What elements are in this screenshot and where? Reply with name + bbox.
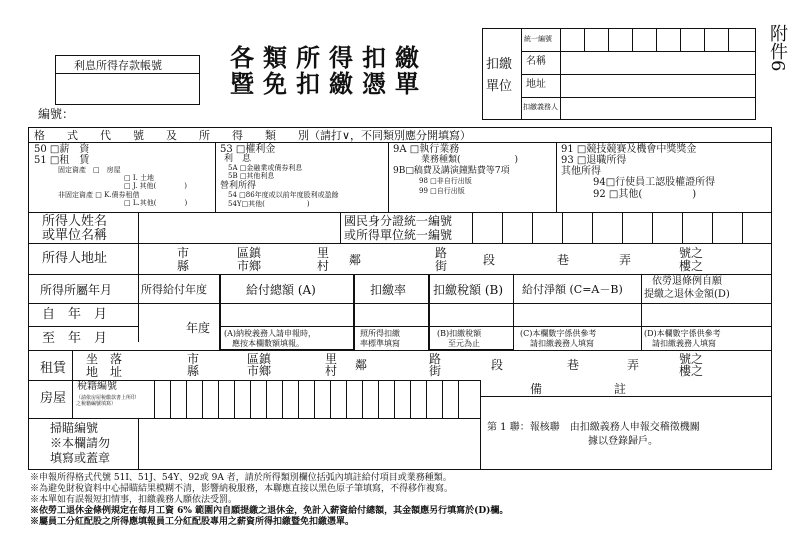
net-amount-label: 給付淨額 (C=A－B) [522, 283, 623, 296]
footnote-3: ※本單如有誤報短扣情事，扣繳義務人願依法受罰。 [30, 495, 238, 505]
note-b-line2: 至元為止 [448, 339, 480, 348]
note-rate-line1: 照所得扣繳 [360, 329, 400, 338]
category-header: 格 式 代 號 及 所 得 類 別（請打∨，不同類別應分開填寫） [34, 129, 472, 142]
rent-address-field[interactable]: 市 縣 區鎮 市鄉 里 村 鄰 路 街 段 巷 弄 號之 樓之 [187, 352, 704, 378]
withholder-name-label: 名稱 [526, 56, 546, 67]
note-c-line1: (C)本欄數字係供參考 [520, 329, 597, 338]
scan-note-line2: 填寫或蓋章 [50, 451, 111, 465]
category-col-salary-rent[interactable]: 50 □薪 資 51 □租 賃 固定資產 □ 房屋 □ I. 土地 □ J. 其他( ) 非固定資產 □ K.債券租借 □ L.其他( ) [34, 144, 188, 207]
remarks-field[interactable] [481, 397, 771, 417]
id-number-label-2: 或所得單位統一編號 [344, 228, 453, 242]
payment-year-label: 所得給付年度 [141, 283, 207, 296]
serial-number-label: 編號： [38, 107, 75, 121]
year-suffix-label: 年度 [186, 321, 211, 335]
withholder-address-label: 地址 [526, 79, 546, 90]
copy-note-line2: 據以登錄歸戶。 [588, 436, 658, 447]
house-tax-id-cells[interactable] [138, 380, 480, 418]
id-number-label-1: 國民身分證統一編號 [344, 214, 453, 228]
scan-note-line1: ※本欄請勿 [50, 436, 111, 450]
payee-address-field[interactable]: 市 縣 區鎮 市鄉 里 村 鄰 路 街 段 巷 弄 號之 樓之 [177, 246, 704, 273]
category-col-other[interactable]: 91 □競技競賽及機會中獎獎金 93 □退職所得 其他所得 94□行使員工認股權證所得 92 □其他( ) [561, 144, 716, 200]
note-a-line1: (A)納稅義務人請申報時， [224, 329, 317, 338]
house-label: 房屋 [40, 391, 67, 406]
footnote-2: ※為避免財稅資料中心掃瞄結果模糊不清，影響納稅服務，本聯應直接以黑色原子筆填寫，不得移作複寫。 [30, 484, 454, 494]
footnote-5: ※屬員工分紅配股之所得應填報員工分紅配股專用之薪資所得扣繳暨免扣繳憑單。 [30, 517, 355, 527]
tax-id-note: （請依房屋稅繳款書上所印之稅籍編號填寫） [76, 395, 137, 407]
rent-label: 租賃 [40, 361, 67, 376]
note-b-line1: (B)扣繳稅額 [437, 329, 482, 338]
id-number-cells[interactable] [472, 212, 772, 243]
withholder-agent-label: 扣繳義務人 [523, 103, 558, 111]
scan-number-field[interactable] [139, 419, 479, 469]
tax-amount-label: 扣繳稅額 (B) [433, 283, 503, 297]
withholder-tax-id-cells[interactable] [560, 28, 756, 51]
to-label: 至 年 月 [42, 331, 108, 346]
gross-amount-label: 給付總額 (A) [246, 283, 316, 297]
note-rate-line2: 率標準填寫 [360, 339, 400, 348]
payee-name-label-2: 或單位名稱 [42, 228, 108, 243]
retirement-label-1: 依勞退條例自願 [652, 276, 722, 287]
rent-location-label-1: 坐 落 [86, 352, 123, 366]
attachment-label: 附件6 [767, 24, 788, 72]
form-title-line2: 暨免扣繳憑單 [230, 69, 428, 98]
retirement-label-2: 提繳之退休金額(D) [644, 289, 730, 300]
rent-location-label-2: 地 址 [86, 365, 123, 379]
payee-name-field[interactable] [139, 213, 339, 243]
scan-number-label: 掃瞄編號 [50, 421, 99, 435]
withholder-side-label-2: 單位 [486, 79, 513, 94]
note-d-line2: 請扣繳義務人填寫 [652, 339, 716, 348]
gross-amount-field[interactable] [222, 304, 352, 326]
form-title-line1: 各類所得扣繳 [230, 43, 428, 72]
from-label: 自 年 月 [42, 307, 108, 322]
income-month-label: 所得所屬年月 [40, 283, 113, 297]
category-col-professional[interactable]: 9A □執行業務 業務種類( ) 9B□稿費及講演鐘點費等7項 98 □非自行出版 99 □自行出版 [393, 144, 519, 195]
note-c-line2: 請扣繳義務人填寫 [530, 339, 594, 348]
withholder-side-label-1: 扣繳 [486, 57, 513, 72]
copy-note-line1: 第 1 聯：報核聯 由扣繳義務人申報交稽徵機關 [487, 422, 700, 433]
note-d-line1: (D)本欄數字係供參考 [644, 329, 721, 338]
withholder-tax-id-label: 統一編號 [524, 35, 552, 43]
footnote-1: ※申報所得格式代號 51I、51J、54Y、92或 9A 者，請於所得類別欄位括弧內填註給付項目或業務種類。 [30, 473, 452, 483]
account-number-label: 利息所得存款帳號 [74, 59, 162, 72]
category-col-royalty-interest[interactable]: 53 □權利金 利 息 5A □金融業或債券利息 5B □其他利息 營利所得 54 □86年度或以前年度股利或盈餘 54Y□其他( ) [220, 144, 339, 208]
payee-name-label-1: 所得人姓名 [42, 214, 108, 229]
remarks-label: 備 註 [530, 382, 627, 396]
footnote-4: ※依勞工退休金條例規定在每月工資 6% 範圍內自願提繳之退休金，免計入薪資給付總額，其金額應另行填寫於(D)欄。 [30, 506, 509, 516]
payee-address-label: 所得人地址 [42, 251, 108, 266]
note-a-line2: 應按本欄數額填報。 [232, 339, 304, 348]
tax-id-label: 稅籍編號 [77, 381, 117, 392]
withholding-rate-label: 扣繳率 [370, 283, 407, 297]
